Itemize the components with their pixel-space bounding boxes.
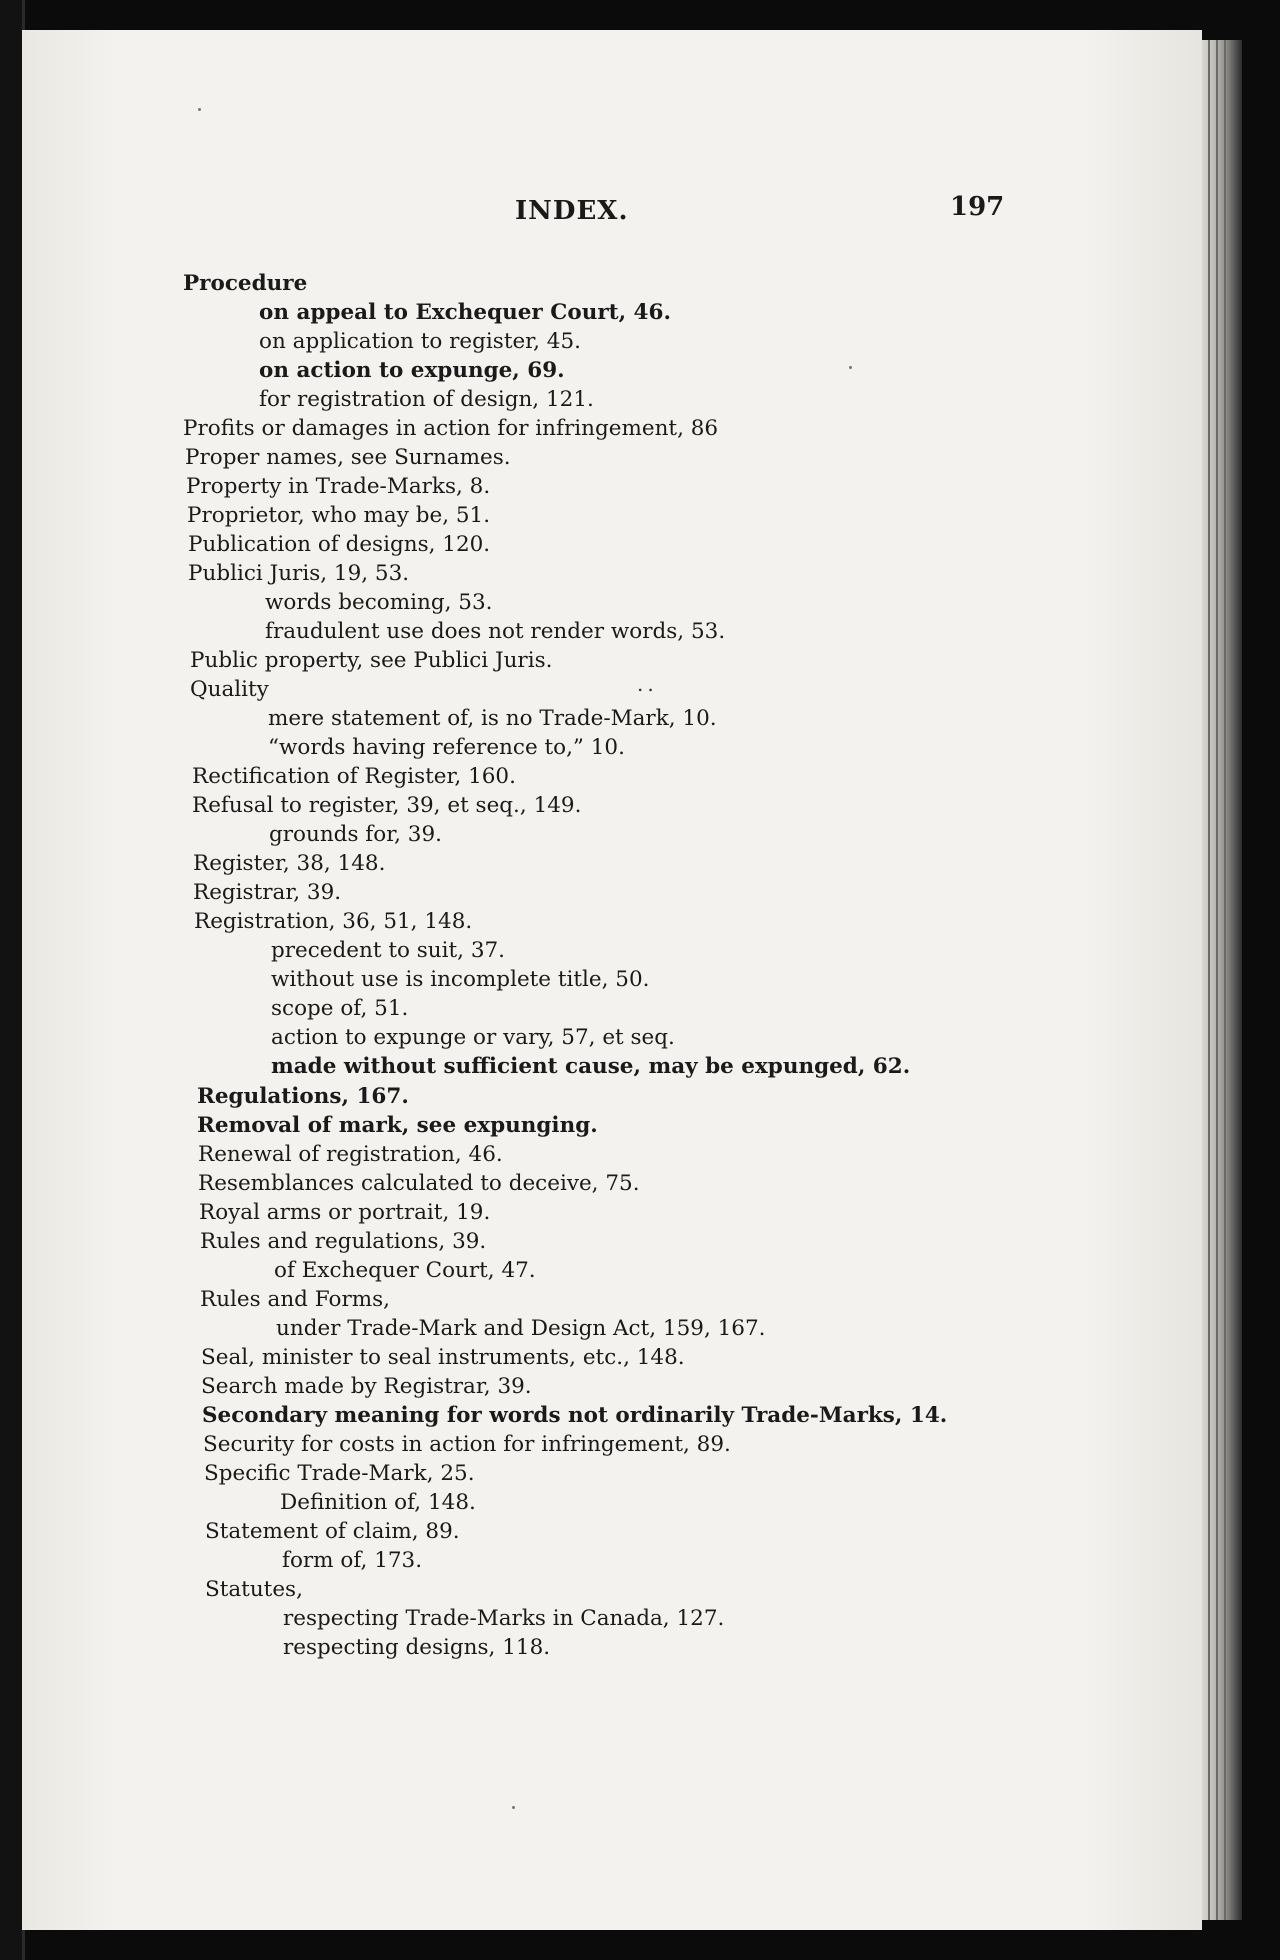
index-entry: Renewal of registration, 46. [198, 1142, 503, 1167]
index-entry: Security for costs in action for infringement, 89. [203, 1432, 731, 1457]
index-entry: Resemblances calculated to deceive, 75. [198, 1171, 640, 1196]
index-entry: Rules and regulations, 39. [200, 1229, 487, 1254]
index-entry: Refusal to register, 39, et seq., 149. [192, 793, 582, 818]
index-subentry: without use is incomplete title, 50. [271, 967, 650, 992]
index-entry: Publici Juris, 19, 53. [188, 561, 410, 586]
index-entry: Search made by Registrar, 39. [201, 1374, 532, 1399]
index-subentry: scope of, 51. [271, 996, 409, 1021]
index-subentry: form of, 173. [282, 1548, 423, 1573]
index-subentry: respecting Trade-Marks in Canada, 127. [283, 1606, 725, 1631]
index-entry-heading: Quality [190, 677, 269, 702]
index-entry: Register, 38, 148. [193, 851, 386, 876]
index-entry: Registration, 36, 51, 148. [194, 909, 473, 934]
index-subentry: on action to expunge, 69. [259, 358, 565, 383]
index-entry-heading: Procedure [183, 271, 308, 296]
index-entry: Rules and Forms, [200, 1287, 390, 1312]
index-entry: Public property, see Publici Juris. [190, 648, 553, 673]
page-number: 197 [950, 192, 1005, 222]
index-subentry: words becoming, 53. [265, 590, 493, 615]
index-subentry: grounds for, 39. [269, 822, 442, 847]
index-entry: Proprietor, who may be, 51. [187, 503, 491, 528]
index-subentry: made without sufficient cause, may be expunged, 62. [271, 1054, 911, 1079]
index-entry: Property in Trade-Marks, 8. [186, 474, 491, 499]
scan-speck [198, 108, 201, 111]
index-entry: Specific Trade-Mark, 25. [204, 1461, 475, 1486]
index-subentry: precedent to suit, 37. [271, 938, 506, 963]
index-subentry: mere statement of, is no Trade-Mark, 10. [268, 706, 717, 731]
index-entry: Proper names, see Surnames. [185, 445, 511, 470]
index-entry: Seal, minister to seal instruments, etc., 148. [201, 1345, 685, 1370]
index-subentry: on appeal to Exchequer Court, 46. [259, 300, 671, 325]
index-entry: Royal arms or portrait, 19. [199, 1200, 491, 1225]
index-entry: Publication of designs, 120. [188, 532, 491, 557]
index-entry: Profits or damages in action for infringement, 86 [183, 416, 719, 441]
index-subentry: fraudulent use does not render words, 53. [265, 619, 726, 644]
index-entry: Regulations, 167. [197, 1084, 409, 1109]
index-entry: Removal of mark, see expunging. [197, 1113, 598, 1138]
running-head: INDEX. [515, 196, 629, 226]
index-subentry: Definition of, 148. [280, 1490, 476, 1515]
scan-speck [849, 366, 852, 369]
stray-dots: .. [637, 672, 658, 696]
scan-speck [512, 1806, 515, 1809]
index-subentry: under Trade-Mark and Design Act, 159, 167. [276, 1316, 766, 1341]
index-subentry: respecting designs, 118. [283, 1635, 551, 1660]
index-entry: Statutes, [205, 1577, 303, 1602]
index-subentry: on application to register, 45. [259, 329, 581, 354]
index-entry: Rectification of Register, 160. [192, 764, 516, 789]
index-subentry: action to expunge or vary, 57, et seq. [271, 1025, 675, 1050]
index-entry: Secondary meaning for words not ordinarily Trade-Marks, 14. [202, 1403, 948, 1428]
index-subentry: for registration of design, 121. [259, 387, 594, 412]
index-subentry: “words having reference to,” 10. [268, 735, 625, 760]
index-subentry: of Exchequer Court, 47. [274, 1258, 536, 1283]
book-right-edge [1202, 40, 1242, 1920]
index-entry: Registrar, 39. [193, 880, 342, 905]
index-entry: Statement of claim, 89. [205, 1519, 460, 1544]
